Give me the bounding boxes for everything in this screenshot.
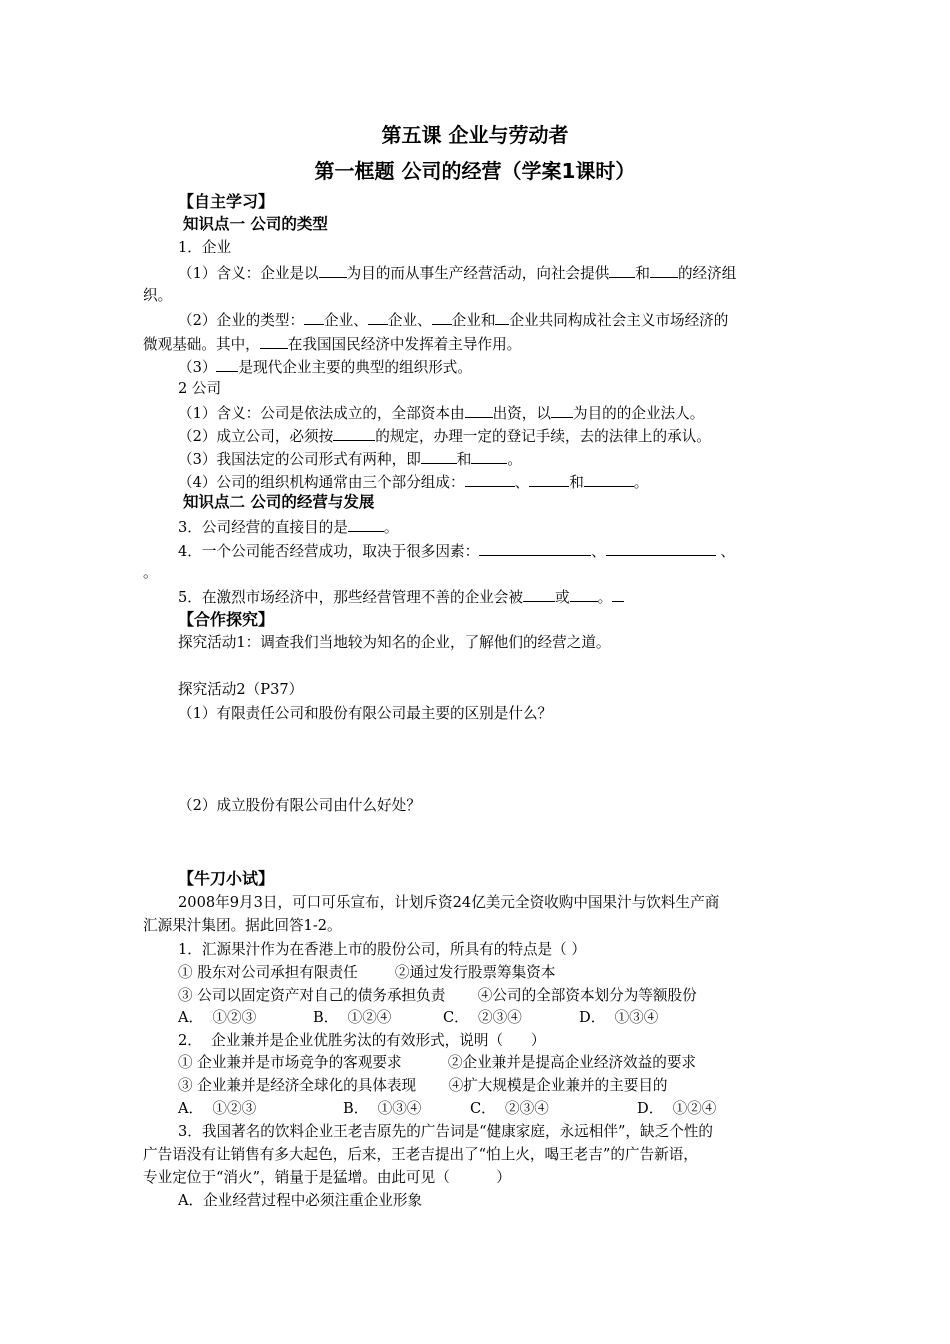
activity-1: 探究活动1：调查我们当地较为知名的企业，了解他们的经营之道。 <box>178 634 611 651</box>
practice-q2-choice-a: A． ①②③ <box>178 1100 257 1117</box>
question-4-cont: 。 <box>143 564 158 581</box>
page-subtitle: 第一框题 公司的经营（学案1课时） <box>314 159 636 183</box>
practice-question-2: 2． 企业兼并是企业优胜劣汰的有效形式，说明（ ） <box>178 1032 546 1049</box>
blank <box>471 448 507 464</box>
blank <box>465 471 515 487</box>
self-study-heading: 【自主学习】 <box>178 192 275 211</box>
blank <box>584 471 634 487</box>
blank <box>650 262 678 278</box>
blank <box>570 586 598 602</box>
practice-q1-choice-a: A． ①②③ <box>178 1009 257 1026</box>
blank <box>465 402 493 418</box>
knowledge-point-2: 知识点二 公司的经营与发展 <box>183 493 375 511</box>
blank <box>304 309 324 325</box>
practice-question-3-line3: 专业定位于“消火”，销量于是猛增。由此可见（ ） <box>143 1169 511 1186</box>
blank <box>495 309 509 325</box>
enterprise-types-cont: 微观基础。其中， 在我国国民经济中发挥着主导作用。 <box>143 333 521 355</box>
blank <box>609 262 635 278</box>
company-forms: （3）我国法定的公司形式有两种，即 和 。 <box>178 448 522 470</box>
practice-q2-choice-c: C． ②③④ <box>470 1100 549 1117</box>
blank <box>612 586 624 602</box>
company-definition: （1）含义：公司是依法成立的，全部资本由 出资，以 为目的的企业法人。 <box>178 402 704 424</box>
practice-q1-choice-d: D． ①③④ <box>579 1009 659 1026</box>
practice-q3-choice-a: A．企业经营过程中必须注重企业形象 <box>178 1192 423 1209</box>
blank <box>260 333 288 349</box>
practice-q2-options-row2: ③ 企业兼并是经济全球化的具体表现 ④扩大规模是企业兼并的主要目的 <box>178 1077 668 1094</box>
practice-question-1: 1．汇源果汁作为在香港上市的股份公司，所具有的特点是（ ） <box>178 941 586 958</box>
practice-q1-choice-c: C． ②③④ <box>443 1009 522 1026</box>
blank <box>421 448 457 464</box>
blank <box>348 516 384 532</box>
blank <box>216 356 238 372</box>
practice-q2-choice-d: D． ①②④ <box>637 1100 717 1117</box>
knowledge-point-1: 知识点一 公司的类型 <box>183 215 328 233</box>
activity-2-question-2: （2）成立股份有限公司由什么好处？ <box>178 797 421 814</box>
practice-q2-options-row1: ① 企业兼并是市场竞争的客观要求 ②企业兼并是提高企业经济效益的要求 <box>178 1054 697 1071</box>
blank <box>368 309 388 325</box>
blank <box>606 540 716 556</box>
blank <box>319 262 347 278</box>
question-5: 5．在激烈市场经济中，那些经营管理不善的企业会被 或 。 <box>178 586 624 608</box>
question-3: 3．公司经营的直接目的是 。 <box>178 516 398 538</box>
blank <box>432 309 452 325</box>
enterprise-types: （2）企业的类型： 企业、 企业、 企业和 企业共同构成社会主义市场经济的 <box>178 309 728 331</box>
modern-enterprise: （3） 是现代企业主要的典型的组织形式。 <box>178 356 472 378</box>
activity-2: 探究活动2（P37） <box>178 681 304 698</box>
question-4: 4．一个公司能否经营成功，取决于很多因素： 、 、 <box>178 540 735 562</box>
practice-q1-options-row2: ③ 公司以固定资产对自己的债务承担负责 ④公司的全部资本划分为等额股份 <box>178 987 697 1004</box>
blank <box>529 471 569 487</box>
company-establish: （2）成立公司，必须按 的规定，办理一定的登记手续，去的法律上的承认。 <box>178 425 711 447</box>
activity-2-question-1: （1）有限责任公司和股份有限公司最主要的区别是什么？ <box>178 705 553 722</box>
enterprise-definition: （1）含义：企业是以 为目的而从事生产经营活动，向社会提供 和 的经济组 <box>178 262 736 284</box>
blank <box>479 540 591 556</box>
section-company: 2 公司 <box>178 380 222 397</box>
section-enterprise: 1．企业 <box>178 239 232 256</box>
practice-question-3: 3．我国著名的饮料企业王老吉原先的广告词是“健康家庭，永远相伴”，缺乏个性的 <box>178 1123 713 1140</box>
blank <box>333 425 375 441</box>
practice-question-3-line2: 广告语没有让销售有多大起色，后来，王老吉提出了“怕上火，喝王老吉”的广告新语， <box>143 1146 698 1163</box>
practice-q1-choice-b: B． ①②④ <box>313 1009 392 1026</box>
practice-intro: 2008年9月3日，可口可乐宣布，计划斥资24亿美元全资收购中国果汁与饮料生产商 <box>178 894 720 911</box>
cooperation-heading: 【合作探究】 <box>178 610 275 629</box>
blank <box>523 586 555 602</box>
company-organs: （4）公司的组织机构通常由三个部分组成： 、 和 。 <box>178 471 648 493</box>
practice-q1-options-row1: ① 股东对公司承担有限责任 ②通过发行股票筹集资本 <box>178 964 556 981</box>
practice-q2-choice-b: B． ①③④ <box>343 1100 422 1117</box>
enterprise-definition-cont: 织。 <box>143 287 173 304</box>
page-title: 第五课 企业与劳动者 <box>381 123 569 147</box>
practice-intro-cont: 汇源果汁集团。据此回答1-2。 <box>143 917 342 934</box>
practice-heading: 【牛刀小试】 <box>178 869 275 888</box>
blank <box>551 402 573 418</box>
